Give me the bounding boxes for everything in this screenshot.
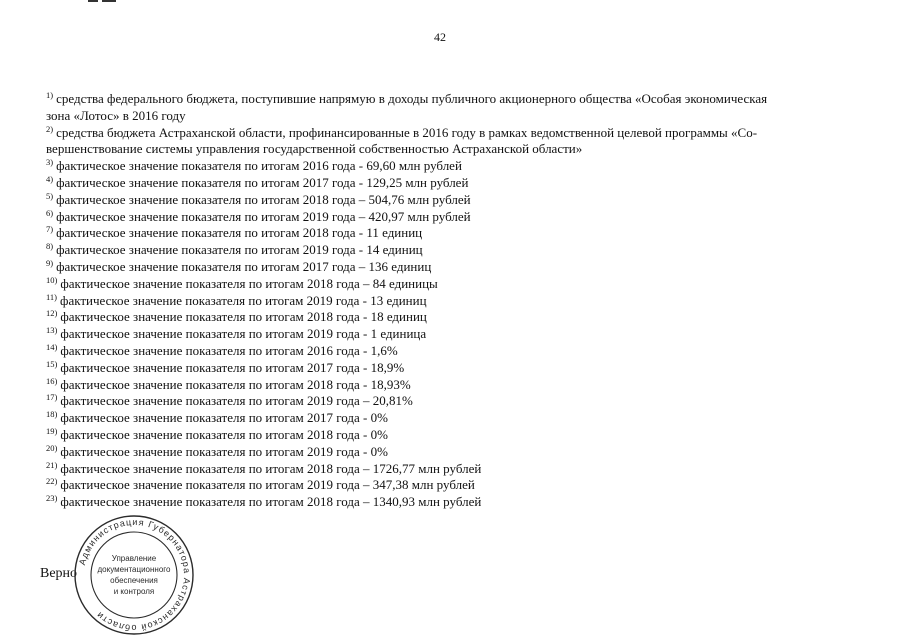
footnote-marker: 6) xyxy=(46,207,54,218)
footnote-text: средства федерального бюджета, поступившие напрямую в доходы публичного акционерного общества «Особая экономическая xyxy=(56,91,768,106)
footnote-line xyxy=(46,276,876,293)
footnote-line xyxy=(46,259,876,276)
footnote-line xyxy=(46,91,876,108)
footnote-text: фактическое значение показателя по итогам 2018 года – 1340,93 млн рублей xyxy=(60,494,482,510)
footnote-marker: 2) xyxy=(46,123,54,134)
footnote-text: фактическое значение показателя по итогам 2018 года – 504,76 млн рублей xyxy=(56,191,471,207)
footnote-marker: 16) xyxy=(46,375,58,386)
footnote-marker: 19) xyxy=(46,425,58,436)
official-stamp xyxy=(72,513,196,637)
footnote-continuation: вершенствование системы управления государственной собственностью Астраханской области» xyxy=(46,141,583,157)
footnote-text: фактическое значение показателя по итогам 2018 года - 18 единиц xyxy=(60,309,427,325)
footnote-marker: 15) xyxy=(46,358,58,369)
footnote-line xyxy=(46,427,876,444)
footnote-text: фактическое значение показателя по итогам 2019 года - 1 единица xyxy=(60,326,427,342)
footnote-line xyxy=(46,225,876,242)
footnote-text: фактическое значение показателя по итогам 2017 года - 0% xyxy=(60,410,388,426)
footnote-text: фактическое значение показателя по итогам 2016 года - 1,6% xyxy=(60,342,398,358)
footnote-line xyxy=(46,125,876,142)
certification-mark: Верно xyxy=(40,566,78,581)
footnote-line xyxy=(46,209,876,226)
footnote-marker: 12) xyxy=(46,308,58,319)
footnote-marker: 21) xyxy=(46,459,58,470)
footnote-marker: 22) xyxy=(46,476,58,487)
footnote-text: фактическое значение показателя по итогам 2019 года - 14 единиц xyxy=(56,242,423,258)
footnote-text: фактическое значение показателя по итогам 2017 года - 18,9% xyxy=(60,359,405,375)
footnote-text: фактическое значение показателя по итогам 2018 года - 0% xyxy=(60,426,388,442)
footnote-continuation: зона «Лотос» в 2016 году xyxy=(46,107,186,123)
footnote-marker: 3) xyxy=(46,157,54,168)
footnote-line xyxy=(46,309,876,326)
footnote-marker: 13) xyxy=(46,325,58,336)
footnote-marker: 17) xyxy=(46,392,58,403)
footnotes-list xyxy=(46,91,876,511)
footnote-marker: 9) xyxy=(46,257,54,268)
footnote-marker: 5) xyxy=(46,190,54,201)
footnote-text: фактическое значение показателя по итогам 2018 года - 11 единиц xyxy=(56,225,423,241)
stamp-inner-line: обеспечения xyxy=(110,576,158,585)
footnote-line xyxy=(46,343,876,360)
footnote-marker: 20) xyxy=(46,442,58,453)
footnote-text: фактическое значение показателя по итогам 2019 года – 20,81% xyxy=(60,393,413,409)
footnote-marker: 1) xyxy=(46,90,54,100)
stamp-outer-text: Администрация Губернатора Астраханской области xyxy=(77,516,193,634)
footnote-line xyxy=(46,444,876,461)
footnote-marker: 14) xyxy=(46,341,58,352)
stamp-inner-line: документационного xyxy=(97,565,171,574)
footnote-line xyxy=(46,461,876,478)
footnote-text: фактическое значение показателя по итогам 2019 года – 420,97 млн рублей xyxy=(56,208,471,224)
footnote-text: фактическое значение показателя по итогам 2018 года - 18,93% xyxy=(60,376,411,392)
footnote-marker: 18) xyxy=(46,409,58,420)
footnote-line xyxy=(46,293,876,310)
footnote-line xyxy=(46,410,876,427)
footnote-text: фактическое значение показателя по итогам 2019 года - 13 единиц xyxy=(60,292,427,308)
footnote-line xyxy=(46,326,876,343)
stamp-inner-line: Управление xyxy=(111,554,157,563)
footnote-text: средства бюджета Астраханской области, профинансированные в 2016 году в рамках ведомственной целевой программы «Со- xyxy=(56,124,758,140)
footnote-line xyxy=(46,242,876,259)
footnote-line xyxy=(46,192,876,209)
footnote-marker: 8) xyxy=(46,241,54,252)
footnote-text: фактическое значение показателя по итогам 2018 года – 84 единицы xyxy=(60,275,438,291)
footnote-marker: 7) xyxy=(46,224,54,235)
footnote-line xyxy=(46,360,876,377)
footnote-text: фактическое значение показателя по итогам 2019 года - 0% xyxy=(60,443,388,459)
footnote-text: фактическое значение показателя по итогам 2017 года – 136 единиц xyxy=(56,258,432,274)
footnote-marker: 4) xyxy=(46,173,54,184)
footnote-line xyxy=(46,175,876,192)
footnote-line xyxy=(46,477,876,494)
footnote-line xyxy=(46,393,876,410)
stamp-inner-line: и контроля xyxy=(113,587,155,596)
page-number: 42 xyxy=(434,30,446,44)
footnote-marker: 11) xyxy=(46,291,58,302)
footnote-marker: 23) xyxy=(46,493,58,504)
footnote-text: фактическое значение показателя по итогам 2016 года - 69,60 млн рублей xyxy=(56,158,462,174)
footnote-line xyxy=(46,158,876,175)
top-edge-marks xyxy=(88,0,128,3)
footnote-line xyxy=(46,494,876,511)
footnote-text: фактическое значение показателя по итогам 2017 года - 129,25 млн рублей xyxy=(56,174,469,190)
footnote-text: фактическое значение показателя по итогам 2019 года – 347,38 млн рублей xyxy=(60,477,475,493)
footnote-text: фактическое значение показателя по итогам 2018 года – 1726,77 млн рублей xyxy=(60,460,482,476)
footnote-marker: 10) xyxy=(46,274,58,285)
footnote-line xyxy=(46,377,876,394)
